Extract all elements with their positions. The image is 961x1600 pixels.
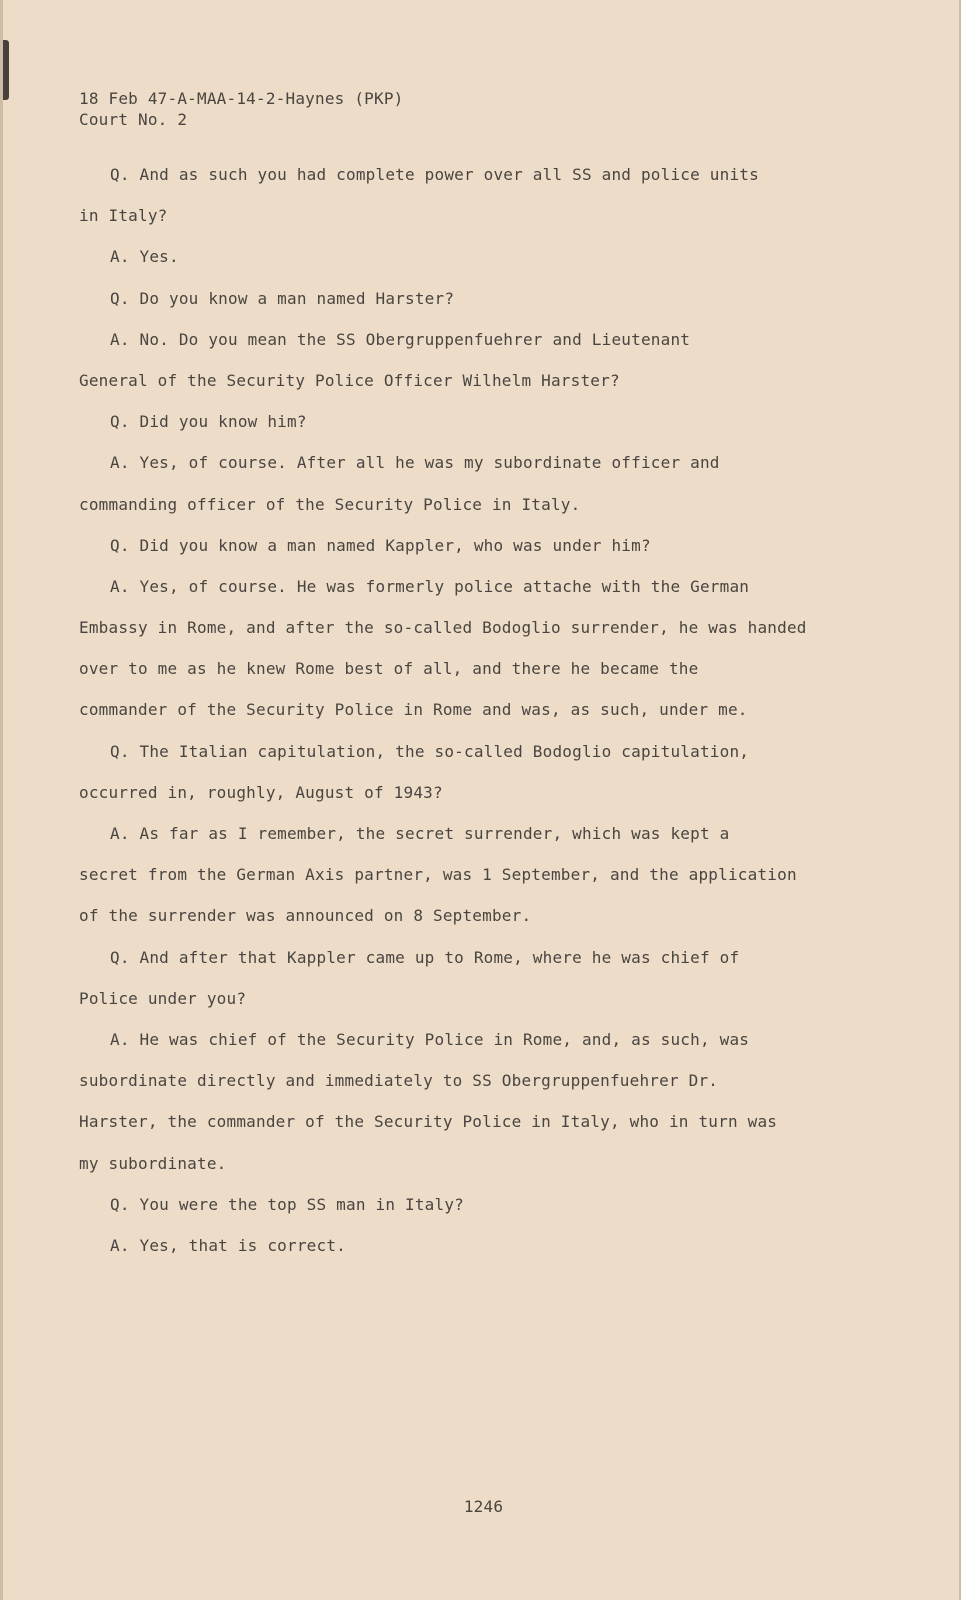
- transcript-line: of the surrender was announced on 8 September.: [79, 906, 532, 926]
- transcript-line: Q. Did you know a man named Kappler, who was under him?: [110, 535, 651, 555]
- transcript-line: General of the Security Police Officer Wilhelm Harster?: [79, 370, 620, 390]
- header-reference-line: 18 Feb 47-A-MAA-14-2-Haynes (PKP): [79, 89, 404, 108]
- transcript-line: over to me as he knew Rome best of all, and there he became the: [79, 659, 699, 679]
- transcript-line: Q. And as such you had complete power over all SS and police units: [110, 165, 759, 184]
- transcript-line: commanding officer of the Security Police in Italy.: [79, 494, 581, 514]
- transcript-line: Q. Do you know a man named Harster?: [110, 288, 455, 308]
- transcript-line: Q. Did you know him?: [110, 412, 307, 432]
- transcript-line: Embassy in Rome, and after the so-called Bodoglio surrender, he was handed: [79, 618, 807, 638]
- transcript-body: [79, 163, 879, 1275]
- transcript-line: A. As far as I remember, the secret surrender, which was kept a: [110, 824, 730, 843]
- transcript-line: A. Yes, of course. After all he was my subordinate officer and: [110, 453, 720, 473]
- transcript-line: A. Yes.: [110, 247, 179, 267]
- transcript-line: commander of the Security Police in Rome and was, as such, under me.: [79, 700, 748, 720]
- transcript-line: Q. The Italian capitulation, the so-called Bodoglio capitulation,: [110, 741, 750, 761]
- transcript-line: Q. And after that Kappler came up to Rome, where he was chief of: [110, 947, 740, 967]
- transcript-line: A. Yes, of course. He was formerly police attache with the German: [110, 576, 750, 596]
- transcript-line: Police under you?: [79, 988, 247, 1008]
- transcript-line: occurred in, roughly, August of 1943?: [79, 782, 443, 802]
- transcript-line: my subordinate.: [79, 1153, 227, 1173]
- transcript-line: A. He was chief of the Security Police in Rome, and, as such, was: [110, 1029, 750, 1049]
- page-number: 1246: [463, 1497, 504, 1516]
- binding-mark: [3, 40, 9, 100]
- transcript-line: secret from the German Axis partner, was 1 September, and the application: [79, 865, 797, 885]
- transcript-line: A. No. Do you mean the SS Obergruppenfuehrer and Lieutenant: [110, 329, 691, 349]
- header-court-line: Court No. 2: [79, 110, 188, 129]
- transcript-line: in Italy?: [79, 206, 168, 226]
- transcript-line: subordinate directly and immediately to SS Obergruppenfuehrer Dr.: [79, 1071, 719, 1091]
- document-header: [79, 88, 403, 130]
- transcript-line: Q. You were the top SS man in Italy?: [110, 1194, 464, 1214]
- transcript-line: Harster, the commander of the Security Police in Italy, who in turn was: [79, 1112, 778, 1132]
- transcript-line: A. Yes, that is correct.: [110, 1235, 346, 1255]
